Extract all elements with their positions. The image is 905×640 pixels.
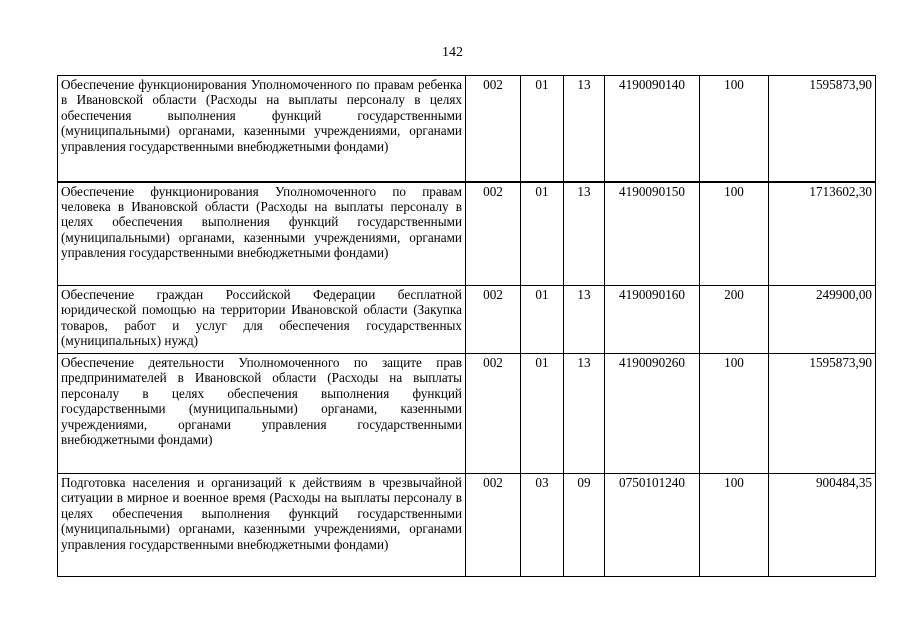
expense-type-code: 200: [700, 286, 769, 354]
amount: 1595873,90: [769, 354, 876, 474]
section-code: 03: [521, 474, 564, 577]
target-article-code: 4190090260: [605, 354, 700, 474]
subsection-code: 09: [564, 474, 605, 577]
subsection-code: 13: [564, 286, 605, 354]
table-row: [58, 182, 876, 286]
expense-type-code: 100: [700, 76, 769, 182]
row-description: Обеспечение функционирования Уполномоченного по правам человека в Ивановской области (Расходы на выплаты персоналу в целях обеспечения выполнения функций государственными (муниципальными) органами, казенными учреждениями, органами управления государственными внебюджетными фондами): [58, 182, 466, 286]
subsection-code: 13: [564, 76, 605, 182]
row-description: Обеспечение граждан Российской Федерации бесплатной юридической помощью на территории Ивановской области (Закупка товаров, работ и услуг для обеспечения государственных (муниципальных) нужд): [58, 286, 466, 354]
section-code: 01: [521, 76, 564, 182]
table-row: [58, 76, 876, 182]
table-row: [58, 474, 876, 577]
row-description: Обеспечение деятельности Уполномоченного по защите прав предпринимателей в Ивановской области (Расходы на выплаты персоналу в целях обеспечения выполнения функций государственными (муниципальными) органами, казенными учреждениями, органами управления государственными внебюджетными фондами): [58, 354, 466, 474]
ministry-code: 002: [466, 474, 521, 577]
expense-type-code: 100: [700, 474, 769, 577]
amount: 1713602,30: [769, 182, 876, 286]
target-article-code: 4190090140: [605, 76, 700, 182]
subsection-code: 13: [564, 354, 605, 474]
target-article-code: 4190090160: [605, 286, 700, 354]
ministry-code: 002: [466, 76, 521, 182]
ministry-code: 002: [466, 286, 521, 354]
ministry-code: 002: [466, 182, 521, 286]
ministry-code: 002: [466, 354, 521, 474]
budget-table: [57, 75, 876, 577]
row-description: Подготовка населения и организаций к действиям в чрезвычайной ситуации в мирное и военное время (Расходы на выплаты персоналу в целях обеспечения выполнения функций государственными (муниципальными) органами, казенными учреждениями, органами управления государственными внебюджетными фондами): [58, 474, 466, 577]
section-code: 01: [521, 286, 564, 354]
row-description: Обеспечение функционирования Уполномоченного по правам ребенка в Ивановской области (Расходы на выплаты персоналу в целях обеспечения выполнения функций государственными (муниципальными) органами, казенными учреждениями, органами управления государственными внебюджетными фондами): [58, 76, 466, 182]
target-article-code: 4190090150: [605, 182, 700, 286]
amount: 900484,35: [769, 474, 876, 577]
amount: 249900,00: [769, 286, 876, 354]
table-row: [58, 286, 876, 354]
expense-type-code: 100: [700, 354, 769, 474]
section-code: 01: [521, 354, 564, 474]
amount: 1595873,90: [769, 76, 876, 182]
page-number: 142: [442, 45, 463, 60]
subsection-code: 13: [564, 182, 605, 286]
expense-type-code: 100: [700, 182, 769, 286]
section-code: 01: [521, 182, 564, 286]
target-article-code: 0750101240: [605, 474, 700, 577]
table-row: [58, 354, 876, 474]
